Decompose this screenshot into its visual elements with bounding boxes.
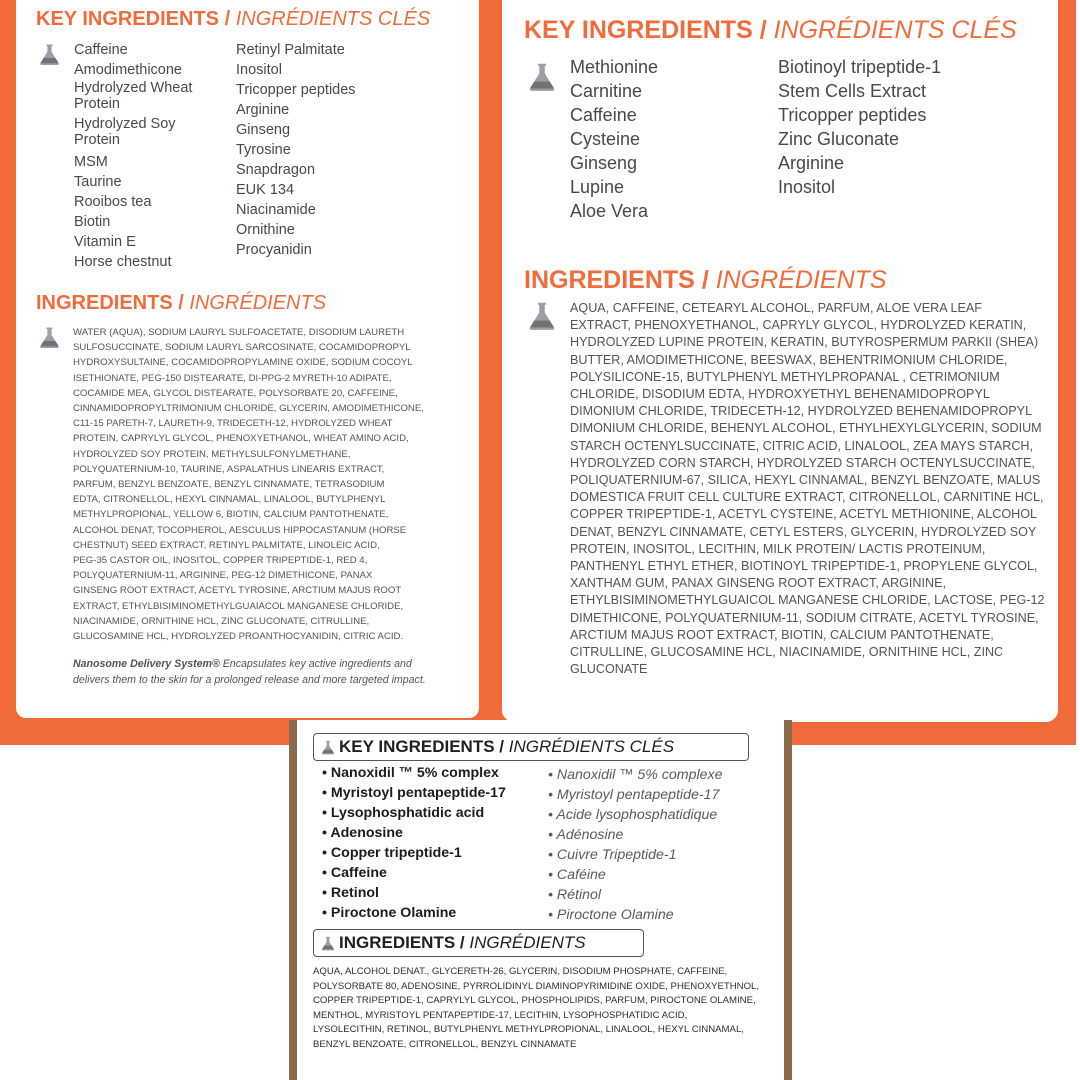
delivery-system-note (73, 656, 426, 688)
list-item: Procyanidin (236, 242, 312, 258)
ingredients-line: POLIQUATERNIUM-67, SILICA, HEXYL CINNAMAL, BENZYL BENZOATE, MALUS (570, 473, 1041, 488)
list-item: Ornithine (236, 222, 295, 238)
heading-en: KEY INGREDIENTS (524, 16, 753, 44)
ingredients-line: DIMETHICONE, POLYQUATERNIUM-11, SODIUM CITRATE, ACETYL TYROSINE, (570, 610, 1039, 625)
list-item: • Acide lysophosphatidique (548, 807, 718, 823)
list-item: Stem Cells Extract (778, 81, 927, 101)
heading-separator: / (499, 737, 505, 756)
list-item: Hydrolyzed Soy Protein (74, 116, 176, 148)
heading-en: INGREDIENTS (339, 933, 456, 952)
ingredients-line: HYDROXYSULTAINE, COCAMIDOPROPYLAMINE OXIDE, SODIUM COCOYL (73, 357, 413, 369)
right-ingredients-panel (502, 0, 1058, 722)
heading-separator: / (759, 16, 767, 44)
list-item: Retinyl Palmitate (236, 42, 345, 58)
ingredients-line: HYDROLYZED LUPINE PROTEIN, KERATIN, BUTYROSPERMUM PARKII (SHEA) (570, 335, 1039, 350)
list-item: MSM (74, 154, 108, 170)
list-item: Caffeine (570, 105, 637, 125)
heading-fr: INGRÉDIENTS CLÉS (235, 8, 431, 30)
note-brand: Nanosome Delivery System® (73, 658, 220, 670)
ingredients-line: HYDROLYZED SOY PROTEIN, METHYLSULFONYLMETHANE, (73, 448, 351, 460)
list-item: • Rétinol (548, 887, 602, 903)
ingredients-line: POLYSILICONE-15, BUTYLPHENYL METHYLPROPANAL , CETRIMONIUM (570, 369, 1000, 384)
list-item: • Adenosine (322, 825, 403, 841)
ingredients-line: CINNAMIDOPROPYLTRIMONIUM CHLORIDE, GLYCERIN, AMODIMETHICONE, (73, 403, 424, 415)
flask-icon (528, 301, 556, 331)
key-ingredients-heading (313, 733, 749, 761)
list-item: • Copper tripeptide-1 (322, 845, 462, 861)
left-ingredients-panel (16, 0, 479, 718)
ingredients-line: METHYLPROPIONAL, YELLOW 6, BIOTIN, CALCIUM PANTOTHENATE, (73, 509, 389, 521)
ingredients-line: COPPER TRIPEPTIDE-1, CAPRYLYL GLYCOL, PHOSPHOLIPIDS, PARFUM, PIROCTONE OLAMINE, (313, 995, 756, 1007)
ingredients-line: EDTA, CITRONELLOL, HEXYL CINNAMAL, LINALOOL, BUTYLPHENYL (73, 494, 386, 506)
ingredients-line: GLUCONATE (570, 662, 648, 677)
list-item: Methionine (570, 57, 659, 77)
ingredients-line: XANTHAM GUM, PANAX GINSENG ROOT EXTRACT, ARGININE, (570, 576, 946, 591)
ingredients-line: GLUCOSAMINE HCL, HYDROLYZED PROANTHOCYANIDIN, CITRIC ACID. (73, 631, 404, 643)
ingredients-line: HYDROLYZED CORN STARCH, HYDROLYZED STARCH OCTENYLSUCCINATE, (570, 455, 1035, 470)
ingredients-line: C11-15 PARETH-7, LAURETH-9, TRIDECETH-12, HYDROLYZED WHEAT (73, 418, 393, 430)
ingredients-line: DIMONIUM CHLORIDE, BEHENYL ALCOHOL, ETHYLHEXYLGLYCERIN, SODIUM (570, 421, 1042, 436)
ingredients-line: AQUA, CAFFEINE, CETEARYL ALCOHOL, PARFUM, ALOE VERA LEAF (570, 301, 982, 315)
ingredients-line: PROTEIN, CAPRYLYL GLYCOL, PHENOXYETHANOL, WHEAT AMINO ACID, (73, 433, 409, 445)
ingredients-line: WATER (AQUA), SODIUM LAURYL SULFOACETATE, DISODIUM LAURETH (73, 327, 405, 338)
ingredients-line: GINSENG ROOT EXTRACT, ACETYL TYROSINE, ARCTIUM MAJUS ROOT (73, 585, 402, 597)
list-item: Niacinamide (236, 202, 316, 218)
ingredients-line: CITRULLINE, GLUCOSAMINE HCL, NIACINAMIDE, ORNITHINE HCL, ZINC (570, 645, 1004, 660)
ingredients-line: DENAT, BENZYL CINNAMATE, CETYL ESTERS, GLYCERIN, HYDROLYZED SOY (570, 524, 1037, 539)
ingredients-line: AQUA, ALCOHOL DENAT., GLYCERETH-26, GLYCERIN, DISODIUM PHOSPHATE, CAFFEINE, (313, 966, 728, 977)
ingredients-line: NIACINAMIDE, ORNITHINE HCL, ZINC GLUCONATE, CITRULLINE, (73, 615, 370, 627)
heading-separator: / (701, 266, 709, 294)
heading-fr: INGRÉDIENTS CLÉS (773, 16, 1017, 44)
ingredients-line: BUTTER, AMODIMETHICONE, BEESWAX, BEHENTRIMONIUM CHLORIDE, (570, 352, 1008, 367)
key-ingredients-column-1 (570, 55, 658, 223)
heading-en: KEY INGREDIENTS (339, 737, 495, 756)
ingredients-line: PANTHENYL ETHYL ETHER, BIOTINOYL TRIPEPTIDE-1, PROPYLENE GLYCOL, (570, 559, 1038, 574)
ingredients-line: EXTRACT, PHENOXYETHANOL, CAPRYLY GLYCOL, HYDROLYZED KERATIN, (570, 318, 1027, 333)
ingredients-heading (524, 266, 887, 295)
ingredients-line: DIMONIUM CHLORIDE, TRIDECETH-12, HYDROLYZED BEHENAMIDOPROPYL (570, 404, 1033, 419)
ingredients-line: DOMESTICA FRUIT CELL CULTURE EXTRACT, CITRONELLOL, CARNITINE HCL, (570, 490, 1044, 505)
list-item: Tricopper peptides (236, 82, 356, 98)
heading-separator: / (178, 292, 184, 314)
list-item: • Caféine (548, 867, 606, 883)
ingredients-heading (313, 929, 644, 957)
list-item: Cysteine (570, 129, 641, 149)
list-item: • Cuivre Tripeptide-1 (548, 847, 677, 863)
heading-en: INGREDIENTS (36, 292, 173, 314)
list-item: Lupine (570, 177, 625, 197)
list-item: Vitamin E (74, 234, 136, 250)
ingredients-line: POLYQUATERNIUM-10, TAURINE, ASPALATHUS LINEARIS EXTRACT, (73, 463, 385, 475)
ingredients-heading (36, 292, 326, 315)
ingredients-line: LYSOLECITHIN, RETINOL, BUTYLPHENYL METHYLPROPIONAL, LINALOOL, HEXYL CINNAMAL, (313, 1024, 744, 1036)
flask-icon (39, 326, 60, 349)
list-item: • Piroctone Olamine (548, 907, 674, 923)
list-item: Aloe Vera (570, 201, 649, 221)
list-item: Rooibos tea (74, 194, 152, 210)
list-item: Hydrolyzed Wheat Protein (74, 80, 193, 112)
list-item: Snapdragon (236, 162, 316, 178)
list-item: • Nanoxidil ™ 5% complex (322, 765, 499, 781)
ingredients-line: ARCTIUM MAJUS ROOT EXTRACT, BIOTIN, CALCIUM PANTOTHENATE, (570, 627, 994, 642)
list-item: • Lysophosphatidic acid (322, 805, 485, 821)
list-item: Amodimethicone (74, 62, 182, 78)
ingredients-list (73, 325, 424, 644)
ingredients-line: EXTRACT, ETHYLBISIMINOMETHYLGUAIACOL MANGANESE CHLORIDE, (73, 600, 404, 612)
heading-fr: INGRÉDIENTS CLÉS (508, 737, 675, 756)
ingredients-line: POLYQUATERNIUM-11, ARGININE, PEG-12 DIMETHICONE, PANAX (73, 570, 373, 582)
list-item: Biotinoyl tripeptide-1 (778, 57, 942, 77)
ingredients-line: ETHYLBISIMINOMETHYLGUAICOL MANGANESE CHLORIDE, LACTOSE, PEG-12 (570, 593, 1045, 608)
ingredients-line: CHLORIDE, DISODIUM EDTA, HYDROXYETHYL BEHENAMIDOPROPYL (570, 387, 990, 402)
flask-icon (321, 740, 335, 755)
list-item: Arginine (236, 102, 290, 118)
heading-en: KEY INGREDIENTS (36, 8, 219, 30)
list-item: • Adénosine (548, 827, 624, 843)
heading-separator: / (459, 933, 465, 952)
list-item: • Piroctone Olamine (322, 905, 457, 921)
key-ingredients-column-2 (778, 55, 941, 199)
key-ingredients-column-2 (236, 40, 356, 260)
ingredients-list (313, 965, 759, 1053)
list-item: Inositol (236, 62, 282, 78)
list-item: Caffeine (74, 42, 128, 58)
flask-icon (528, 62, 556, 92)
ingredients-line: STARCH OCTENYLSUCCINATE, CITRIC ACID, LINALOOL, ZEA MAYS STARCH, (570, 438, 1034, 453)
list-item: • Caffeine (322, 865, 387, 881)
ingredients-line: ALCOHOL DENAT, TOCOPHEROL, AESCULUS HIPPOCASTANUM (HORSE (73, 524, 407, 536)
key-ingredients-english-list (322, 763, 506, 923)
bottom-ingredients-panel (289, 720, 792, 1080)
ingredients-line: ISETHIONATE, PEG-150 DISTEARATE, DI-PPG-2 MYRETH-10 ADIPATE, (73, 372, 392, 384)
list-item: • Myristoyl pentapeptide-17 (322, 785, 506, 801)
list-item: • Myristoyl pentapeptide-17 (548, 787, 720, 803)
list-item: Carnitine (570, 81, 643, 101)
ingredients-line: MENTHOL, MYRISTOYL PENTAPEPTIDE-17, LECITHIN, LYSOPHOSPHATIDIC ACID, (313, 1009, 688, 1021)
list-item: Biotin (74, 214, 111, 230)
list-item: Ginseng (236, 122, 291, 138)
list-item: Ginseng (570, 153, 638, 173)
ingredients-line: SULFOSUCCINATE, SODIUM LAURYL SARCOSINATE, COCAMIDOPROPYL (73, 342, 411, 354)
ingredients-line: COCAMIDE MEA, GLYCOL DISTEARATE, POLYSORBATE 20, CAFFEINE, (73, 387, 398, 399)
flask-icon (39, 43, 60, 66)
key-ingredients-heading (36, 8, 430, 31)
ingredients-line: PROTEIN, INOSITOL, LECITHIN, MILK PROTEIN/ LACTIS PROTEINUM, (570, 541, 986, 556)
heading-fr: INGRÉDIENTS (469, 933, 586, 952)
list-item: Arginine (778, 153, 845, 173)
key-ingredients-column-1 (74, 40, 204, 272)
list-item: Taurine (74, 174, 122, 190)
list-item: EUK 134 (236, 182, 295, 198)
list-item: Inositol (778, 177, 836, 197)
ingredients-line: BENZYL BENZOATE, CITRONELLOL, BENZYL CINNAMATE (313, 1038, 577, 1050)
ingredients-line: PARFUM, BENZYL BENZOATE, BENZYL CINNAMATE, TETRASODIUM (73, 479, 385, 491)
note-text: Encapsulates key active ingredients and (222, 658, 412, 670)
list-item: Tricopper peptides (778, 105, 927, 125)
ingredients-line: CHESTNUT) SEED EXTRACT, RETINYL PALMITATE, LINOLEIC ACID, (73, 539, 380, 551)
ingredients-list (570, 300, 1044, 678)
ingredients-line: COPPER TRIPEPTIDE-1, ACETYL CYSTEINE, ACETYL METHIONINE, ALCOHOL (570, 507, 1038, 522)
list-item: Tyrosine (236, 142, 291, 158)
key-ingredients-heading (524, 16, 1017, 45)
note-text: delivers them to the skin for a prolonged release and more targeted impact. (73, 674, 426, 687)
ingredients-line: POLYSORBATE 80, ADENOSINE, PYRROLIDINYL DIAMINOPYRIMIDINE OXIDE, PHENOXYETHNOL, (313, 980, 760, 992)
list-item: • Retinol (322, 885, 379, 901)
ingredients-line: PEG-35 CASTOR OIL, INOSITOL, COPPER TRIPEPTIDE-1, RED 4, (73, 555, 368, 567)
heading-en: INGREDIENTS (524, 266, 695, 294)
heading-fr: INGRÉDIENTS (189, 292, 327, 314)
flask-icon (321, 936, 335, 951)
heading-separator: / (224, 8, 231, 30)
heading-fr: INGRÉDIENTS (715, 266, 887, 294)
list-item: • Nanoxidil ™ 5% complexe (548, 767, 723, 783)
list-item: Horse chestnut (74, 254, 172, 270)
list-item: Zinc Gluconate (778, 129, 900, 149)
key-ingredients-french-list (548, 765, 723, 925)
